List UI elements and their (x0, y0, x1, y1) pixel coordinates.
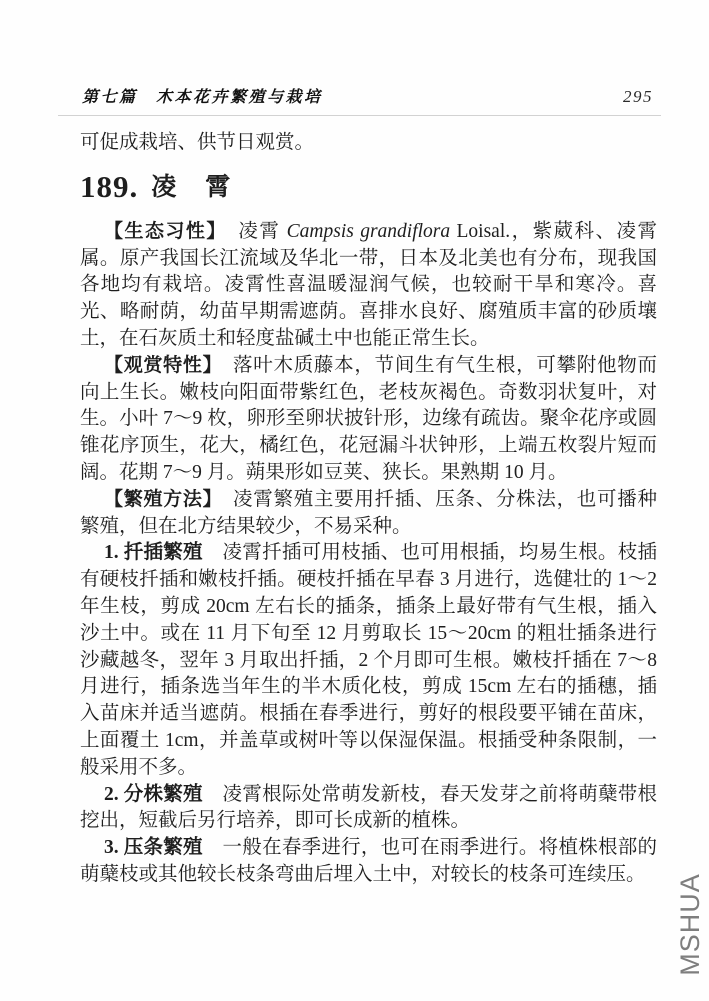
watermark-text: MSHUA (674, 872, 705, 976)
latin-species-name: Campsis grandiflora (286, 220, 451, 242)
bracket-label: 【繁殖方法】 (104, 488, 213, 510)
paragraph-ecology (80, 219, 657, 353)
text-run: 凌霄 (217, 220, 287, 242)
text-run: 一般在春季进行，也可在雨季进行。将植株根部的萌蘖枝或其他较长枝条弯曲后埋入土中，对较长的枝条可连续压。 (80, 837, 657, 885)
text-run: Loisal.，紫葳科、凌霄属。原产我国长江流域及华北一带，日本及北美也有分布，现我国各地均有栽培。凌霄性喜温暖湿润气候，也较耐干旱和寒冷。喜光、略耐荫，幼苗早期需遮荫。喜排水良好、腐殖质丰富的砂质壤土，在石灰质土和轻度盐碱土中也能正常生长。 (80, 220, 657, 349)
text-run: 凌霄扦插可用枝插、也可用根插，均易生根。枝插有硬枝扦插和嫩枝扦插。硬枝扦插在早春 3 月进行，选健壮的 1～2 年生枝，剪成 20cm 左右长的插条，插条上最好带有气生根，插入沙土中。或在 11 月下旬至 12 月剪取长 15～20cm 的粗壮插条进行沙藏越冬，翌年 3 月取出扦插，2 个月即可生根。嫩枝扦插在 7～8 月进行，插条选当年生的半木质化枝，剪成 15cm 左右的插穗，插入苗床并适当遮荫。根插在春季进行，剪好的根段要平铺在苗床，上面覆土 1cm，并盖草或树叶等以保湿保温。根插受种条限制，一般采用不多。 (80, 542, 657, 778)
item-lead: 3. 压条繁殖 (104, 837, 203, 859)
item-lead: 2. 分株繁殖 (104, 783, 203, 805)
paragraph-ornamental (80, 353, 657, 487)
bracket-label: 【生态习性】 (104, 220, 218, 242)
watermark-container (673, 851, 707, 997)
text-run: 落叶木质藤本，节间生有气生根，可攀附他物而向上生长。嫩枝向阳面带紫红色，老枝灰褐色。奇数羽状复叶，对生。小叶 7～9 枚，卵形至卵状披针形，边缘有疏齿。聚伞花序或圆锥花序顶生，花大，橘红色，花冠漏斗状钟形，上端五枚裂片短而阔。花期 7～9 月。蒴果形如豆荚、狭长。果熟期 10 月。 (80, 354, 657, 483)
text-run: 凌霄根际处常萌发新枝，春天发芽之前将萌蘖带根挖出，短截后另行培养，即可长成新的植株。 (80, 783, 657, 832)
text-run: 凌霄繁殖主要用扦插、压条、分株法，也可播种繁殖，但在北方结果较少，不易采种。 (80, 488, 657, 537)
paragraph-propagation-intro (80, 487, 657, 541)
paragraph-cutting-propagation (80, 540, 657, 781)
section-title: 凌 霄 (151, 172, 233, 201)
page-body (80, 130, 657, 889)
header-rule (58, 115, 661, 116)
running-header (82, 84, 653, 107)
carryover-paragraph: 可促成栽培、供节日观赏。 (80, 132, 315, 153)
page-number: 295 (623, 87, 653, 106)
chapter-title: 第七篇 木本花卉繁殖与栽培 (82, 89, 323, 106)
section-number: 189. (80, 168, 139, 204)
bracket-label: 【观赏特性】 (104, 354, 213, 376)
section-heading (80, 169, 657, 205)
paragraph-layering-propagation (80, 835, 657, 889)
paragraph-division-propagation (80, 782, 657, 836)
item-lead: 1. 扦插繁殖 (104, 542, 203, 564)
